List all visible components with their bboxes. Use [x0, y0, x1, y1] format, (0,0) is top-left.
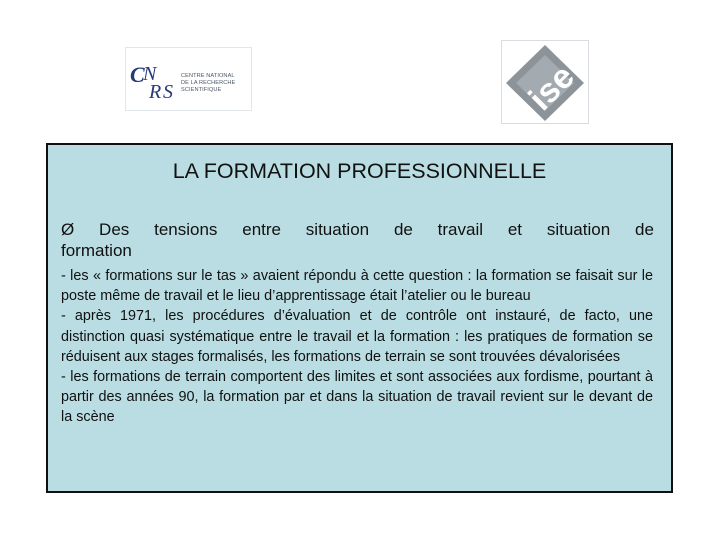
svg-text:N: N [143, 63, 157, 85]
bullet-word: Des [99, 220, 130, 239]
body-paragraph: - les « formations sur le tas » avaient répondu à cette question : la formation se faisait sur le poste même de travail et le lieu d’apprentissage était l’atelier ou le bureau [61, 268, 653, 305]
ise-logo-mark [502, 41, 588, 123]
cnrs-line: SCIENTIFIQUE [181, 87, 222, 93]
body-paragraphs [61, 266, 653, 428]
cnrs-logo-mark [129, 58, 181, 102]
svg-text:C: C [130, 62, 145, 87]
bullet-word: de [634, 220, 654, 239]
bullet-word: entre [242, 220, 281, 239]
slide-title: LA FORMATION PROFESSIONNELLE [172, 159, 547, 183]
bullet-word: et [507, 220, 523, 239]
cnrs-line: DE LA RECHERCHE [181, 80, 236, 86]
cnrs-line: CENTRE NATIONAL [181, 73, 235, 79]
cnrs-logo-text [181, 73, 251, 94]
cnrs-logo [125, 47, 252, 111]
bullet-line-1 [61, 219, 654, 240]
bullet-word: tensions [154, 220, 218, 239]
bullet-word: situation [546, 220, 611, 239]
svg-text:S: S [163, 81, 173, 102]
svg-text:R: R [149, 81, 162, 102]
ise-logo [501, 40, 589, 124]
bullet-word: de [393, 220, 413, 239]
content-box [46, 143, 673, 493]
body-paragraph: - les formations de terrain comportent des limites et sont associées aux fordisme, pourtant à partir des années 90, la formation par et dans la situation de travail revient sur le devant de la scène [61, 369, 653, 426]
bullet-line-2: formation [61, 241, 132, 260]
bullet-word: travail [437, 220, 484, 239]
bullet-heading [61, 219, 654, 261]
body-paragraph: - après 1971, les procédures d’évaluation et de contrôle ont instauré, de facto, une distinction quasi systématique entre le travail et la formation : les pratiques de formation se réduisent aux stages formalisés, les formations de terrain se sont trouvées dévalorisées [61, 308, 653, 365]
bullet-arrow-icon: Ø [61, 220, 75, 239]
bullet-word: situation [305, 220, 370, 239]
svg-text:ise: ise [521, 57, 582, 118]
